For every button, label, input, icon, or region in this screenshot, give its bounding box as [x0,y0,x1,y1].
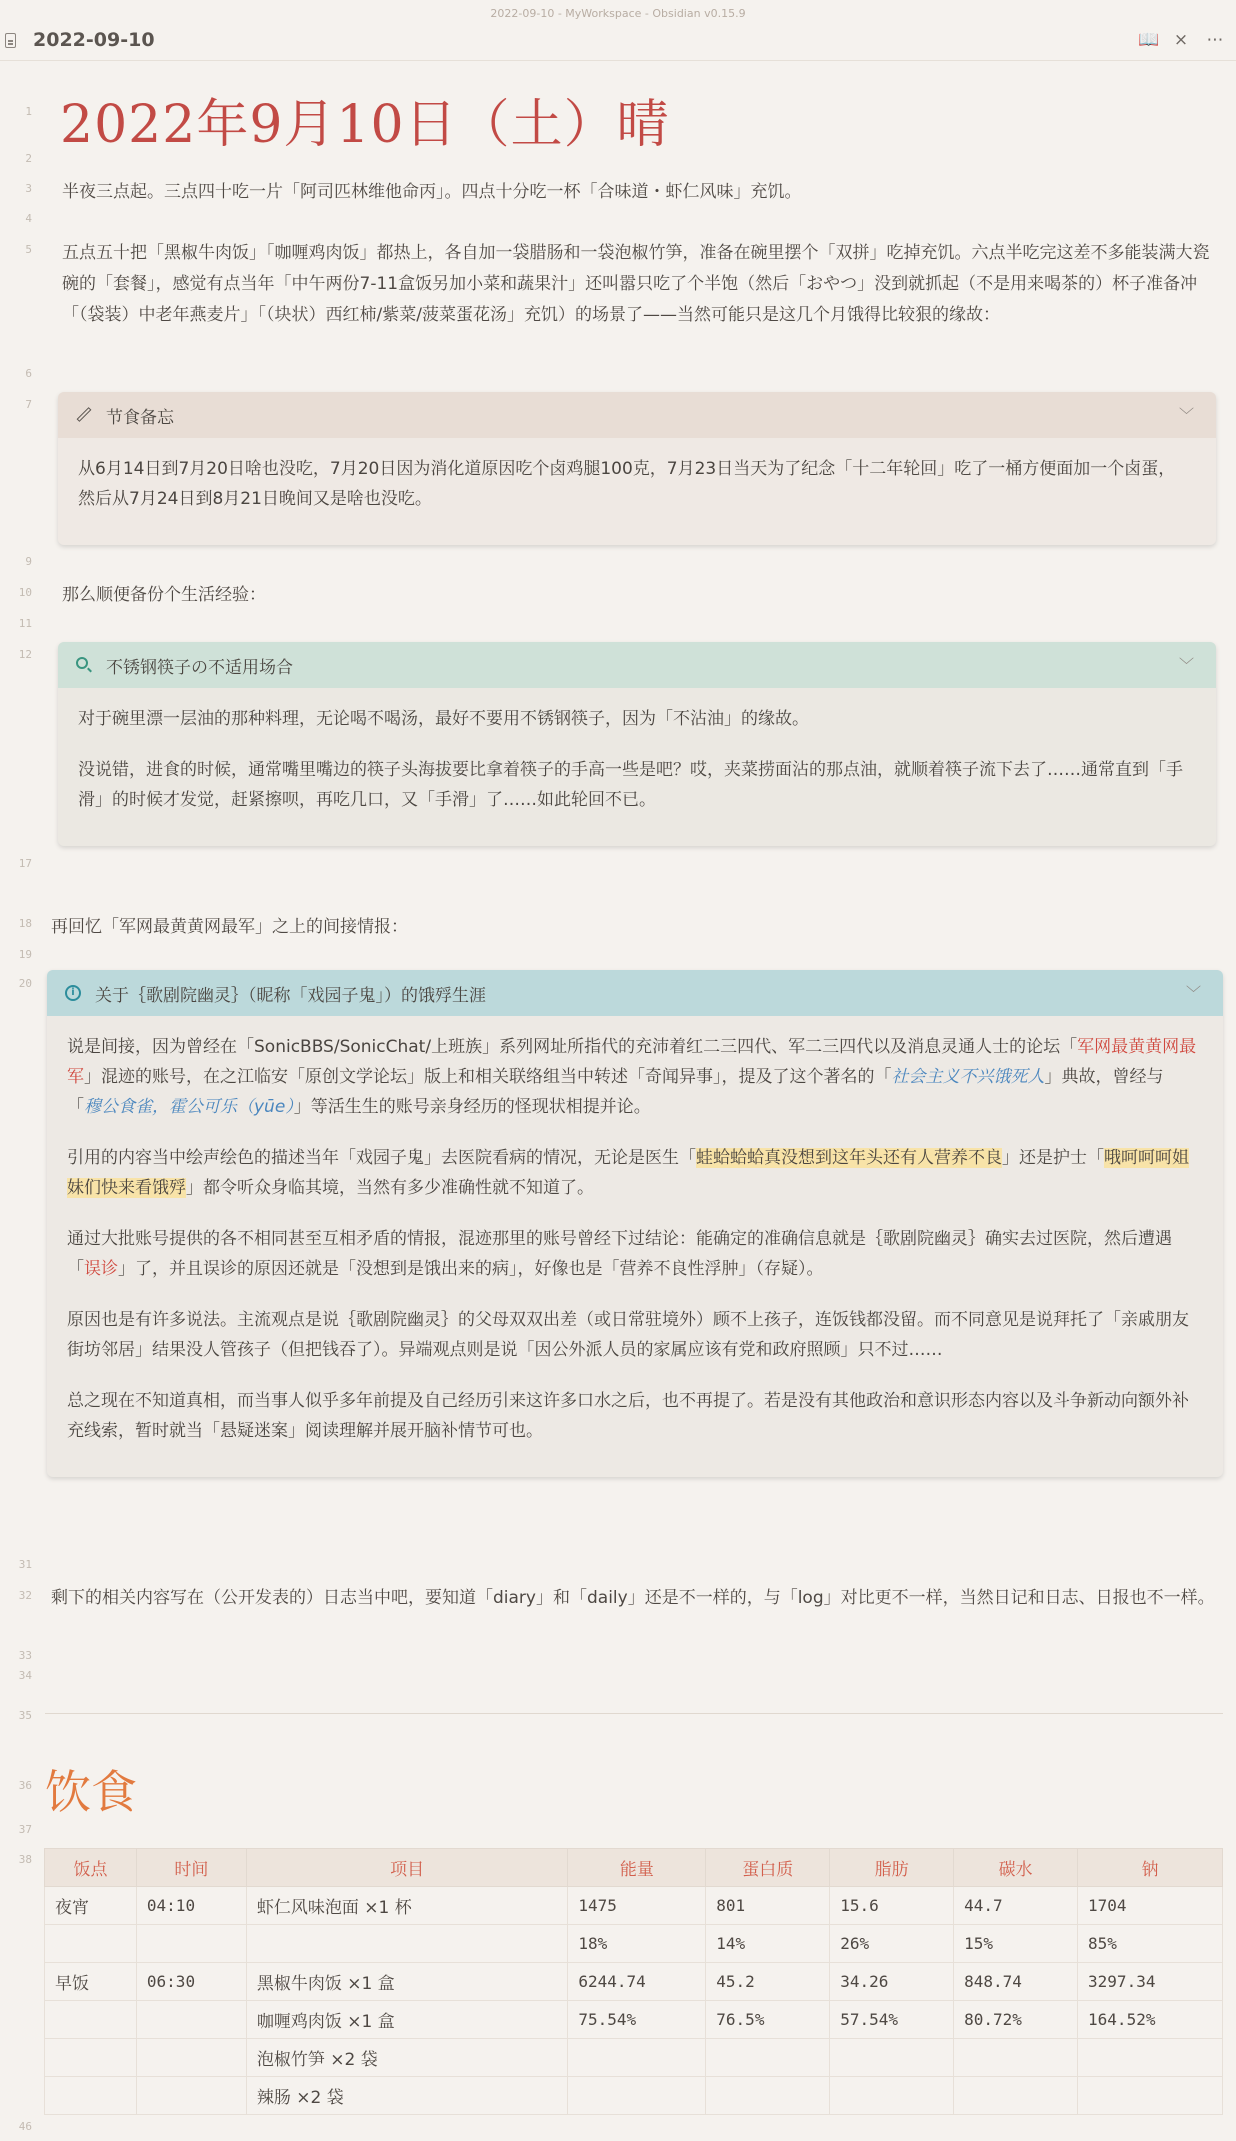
table-cell[interactable] [136,1925,246,1963]
text-run: 引用的内容当中绘声绘色的描述当年「戏园子鬼」去医院看病的情况，无论是医生「 [67,1148,696,1168]
text-run: 通过大批账号提供的各不相同甚至互相矛盾的情报，混迹那里的账号曾经下过结论：能确定的准确信息就是｛歌剧院幽灵｝确实去过医院，然后遭遇「 [67,1229,1172,1279]
table-cell[interactable]: 848.74 [954,1963,1078,2001]
table-cell[interactable]: 44.7 [954,1887,1078,1925]
table-cell[interactable]: 虾仁风味泡面 ×1 杯 [246,1887,568,1925]
close-icon[interactable]: × [1173,30,1189,50]
line-number: 31 [18,1558,32,1571]
document-icon [5,33,16,48]
column-header[interactable]: 碳水 [954,1849,1078,1887]
column-header[interactable]: 项目 [246,1849,568,1887]
line-number: 33 [18,1649,32,1662]
table-cell[interactable] [136,2001,246,2039]
table-row [45,2039,1223,2077]
table-cell[interactable] [45,2001,137,2039]
column-header[interactable]: 能量 [568,1849,706,1887]
table-row [45,2001,1223,2039]
paragraph-line-10: 那么顺便备份个生活经验： [62,585,266,605]
text-run: 」等活生生的账号亲身经历的怪现状相提并论。 [293,1097,651,1117]
table-cell[interactable]: 18% [568,1925,706,1963]
chevron-down-icon[interactable]: ﹀ [1178,406,1194,424]
table-cell[interactable]: 泡椒竹笋 ×2 袋 [246,2039,568,2077]
column-header[interactable]: 钠 [1078,1849,1223,1887]
table-cell[interactable]: 80.72% [954,2001,1078,2039]
table-cell[interactable]: 夜宵 [45,1887,137,1925]
callout-paragraph-1 [67,1032,1197,1122]
table-cell[interactable] [45,2039,137,2077]
page-heading: 2022年9月10日（土）晴 [60,95,670,155]
table-cell[interactable]: 45.2 [706,1963,830,2001]
table-cell[interactable] [830,2077,954,2115]
table-cell[interactable] [568,2039,706,2077]
table-cell[interactable] [1078,2039,1223,2077]
text-run: 」典故，曾经与「 [67,1067,1164,1117]
callout-header[interactable] [58,642,1216,688]
table-cell[interactable] [954,2077,1078,2115]
search-icon [76,657,88,669]
line-number: 11 [18,617,32,630]
text-run: 」了，并且误诊的原因还就是「没想到是饿出来的病」，好像也是「营养不良性浮肿」（存疑）。 [118,1259,824,1279]
table-cell[interactable]: 6244.74 [568,1963,706,2001]
book-icon[interactable]: 📖 [1138,30,1160,50]
tab-header [0,24,1236,61]
column-header[interactable]: 脂肪 [830,1849,954,1887]
table-cell[interactable]: 黑椒牛肉饭 ×1 盒 [246,1963,568,2001]
line-number: 37 [18,1823,32,1836]
text-run: 」还是护士「 [1002,1148,1104,1168]
table-cell[interactable]: 1475 [568,1887,706,1925]
table-cell[interactable]: 14% [706,1925,830,1963]
table-cell[interactable]: 早饭 [45,1963,137,2001]
paragraph-line-32: 剩下的相关内容写在（公开发表的）日志当中吧，要知道「diary」和「daily」还是不一样的，与「log」对比更不一样，当然日记和日志、日报也不一样。 [51,1588,1215,1608]
chevron-down-icon[interactable]: ﹀ [1185,984,1201,1002]
table-cell[interactable]: 1704 [1078,1887,1223,1925]
table-cell[interactable] [706,2039,830,2077]
callout-body [58,688,1216,846]
table-cell[interactable]: 15.6 [830,1887,954,1925]
column-header[interactable]: 时间 [136,1849,246,1887]
window-title: 2022-09-10 - MyWorkspace - Obsidian v0.15.9 [490,7,746,20]
section-heading: 饮食 [45,1765,137,1819]
callout-text: 从6月14日到7月20日啥也没吃，7月20日因为消化道原因吃个卤鸡腿100克，7月23日当天为了纪念「十二年轮回」吃了一桶方便面加一个卤蛋，然后从7月24日到8月21日晚间又是啥也没吃。 [78,459,1176,509]
callout-title: 不锈钢筷子の不适用场合 [106,658,293,678]
callout-title: 关于｛歌剧院幽灵｝（昵称「戏园子鬼」）的饿殍生涯 [95,986,486,1006]
table-row [45,2077,1223,2115]
line-number: 19 [18,948,32,961]
italic-link-text: 穆公食雀，霍公可乐（yūe） [84,1097,294,1117]
table-cell[interactable] [136,2077,246,2115]
callout-paragraph-3 [67,1224,1197,1284]
highlighted-text: 哦呵呵呵姐妹们快来看饿殍 [67,1148,1189,1198]
line-number: 35 [18,1709,32,1722]
line-number: 46 [18,2120,32,2133]
table-cell[interactable] [45,1925,137,1963]
table-cell[interactable]: 04:10 [136,1887,246,1925]
callout-paragraph-5: 总之现在不知道真相，而当事人似乎多年前提及自己经历引来这许多口水之后，也不再提了。若是没有其他政治和意识形态内容以及斗争新动向额外补充线索，暂时就当「悬疑迷案」阅读理解并展开脑补情节可也。 [67,1391,1189,1441]
line-number: 9 [25,555,32,568]
line-number: 1 [25,105,32,118]
table-cell[interactable]: 3297.34 [1078,1963,1223,2001]
table-cell[interactable] [1078,2077,1223,2115]
line-number: 18 [18,917,32,930]
pencil-icon [76,407,92,423]
table-row [45,1925,1223,1963]
callout-title: 节食备忘 [106,408,174,428]
table-cell[interactable] [568,2077,706,2115]
callout-text: 没说错，进食的时候，通常嘴里嘴边的筷子头海拔要比拿着筷子的手高一些是吧？哎，夹菜捞面沾的那点油，就顺着筷子流下去了……通常直到「手滑」的时候才发觉，赶紧擦呗，再吃几口，又「手滑」了……如此轮回不已。 [78,760,1183,810]
horizontal-rule [45,1713,1223,1714]
callout-body [47,1016,1223,1477]
line-number: 38 [18,1853,32,1866]
tab-title[interactable]: 2022-09-10 [33,29,155,51]
paragraph-line-18: 再回忆「军网最黄黄网最军」之上的间接情报： [51,917,408,937]
table-cell[interactable] [954,2039,1078,2077]
red-text: 军网最黄黄网最军 [67,1037,1197,1087]
line-number: 5 [25,243,32,256]
table-cell[interactable] [830,2039,954,2077]
table-cell[interactable]: 75.54% [568,2001,706,2039]
line-number: 4 [25,212,32,225]
table-cell[interactable] [246,1925,568,1963]
table-cell[interactable]: 06:30 [136,1963,246,2001]
paragraph-line-5: 五点五十把「黑椒牛肉饭」「咖喱鸡肉饭」都热上，各自加一袋腊肠和一袋泡椒竹笋，准备在碗里摆个「双拼」吃掉充饥。六点半吃完这差不多能装满大瓷碗的「套餐」，感觉有点当年「中午两份7-11盒饭另加小菜和蔬果汁」还叫嚣只吃了个半饱（然后「おやつ」没到就抓起（不是用来喝茶的）杯子准备冲「（袋装）中老年燕麦片」「（块状）西红柿/紫菜/菠菜蛋花汤」充饥）的场景了——当然可能只是这几个月饿得比较狠的缘故： [62,243,1210,325]
callout-header[interactable] [47,970,1223,1016]
table-cell[interactable]: 15% [954,1925,1078,1963]
text-run: 」都令听众身临其境，当然有多少准确性就不知道了。 [186,1178,594,1198]
line-number: 10 [18,586,32,599]
table-cell[interactable] [706,2077,830,2115]
table-cell[interactable] [45,2077,137,2115]
line-number: 2 [25,152,32,165]
column-header[interactable]: 饭点 [45,1849,137,1887]
paragraph-line-3: 半夜三点起。三点四十吃一片「阿司匹林维他命丙」。四点十分吃一杯「合味道・虾仁风味」充饥。 [62,182,802,202]
table-cell[interactable]: 辣肠 ×2 袋 [246,2077,568,2115]
callout-text: 对于碗里漂一层油的那种料理，无论喝不喝汤，最好不要用不锈钢筷子，因为「不沾油」的缘故。 [78,709,809,729]
callout-header[interactable] [58,392,1216,438]
table-cell[interactable] [136,2039,246,2077]
table-row [45,1963,1223,2001]
editor-pane[interactable] [0,60,1236,2141]
line-number: 32 [18,1589,32,1602]
line-number: 36 [18,1779,32,1792]
table-cell[interactable]: 85% [1078,1925,1223,1963]
callout-opera-ghost [47,970,1223,1477]
text-run: 说是间接，因为曾经在「SonicBBS/SonicChat/上班族」系列网址所指代的充沛着红二三四代、军二三四代以及消息灵通人士的论坛「 [67,1037,1078,1057]
table-cell[interactable]: 801 [706,1887,830,1925]
table-header-row [45,1849,1223,1887]
info-icon: i [65,985,81,1001]
table-cell[interactable]: 164.52% [1078,2001,1223,2039]
line-number: 20 [18,977,32,990]
nutrition-table [44,1848,1223,2115]
chevron-down-icon[interactable]: ﹀ [1178,656,1194,674]
callout-paragraph-2 [67,1143,1197,1203]
callout-diet-memo [58,392,1216,545]
line-number: 17 [18,857,32,870]
line-number: 3 [25,182,32,195]
column-header[interactable]: 蛋白质 [706,1849,830,1887]
text-run: 」混迹的账号，在之江临安「原创文学论坛」版上和相关联络组当中转述「奇闻异事」，提及了这个著名的「 [84,1067,892,1087]
red-text: 误诊 [84,1259,118,1279]
tab-actions [1138,30,1224,50]
table-cell[interactable]: 咖喱鸡肉饭 ×1 盒 [246,2001,568,2039]
line-number: 6 [25,367,32,380]
line-number: 12 [18,648,32,661]
table-cell[interactable]: 57.54% [830,2001,954,2039]
table-cell[interactable]: 34.26 [830,1963,954,2001]
callout-body [58,438,1216,545]
table-cell[interactable]: 26% [830,1925,954,1963]
highlighted-text: 蛙蛤蛤蛤真没想到这年头还有人营养不良 [696,1148,1002,1168]
more-options-icon[interactable]: ⋯ [1206,30,1224,50]
italic-link-text: 社会主义不兴饿死人 [891,1067,1045,1087]
table-cell[interactable]: 76.5% [706,2001,830,2039]
callout-paragraph-4: 原因也是有许多说法。主流观点是说｛歌剧院幽灵｝的父母双双出差（或日常驻境外）顾不上孩子，连饭钱都没留。而不同意见是说拜托了「亲戚朋友街坊邻居」结果没人管孩子（但把钱吞了）。异端观点则是说「因公外派人员的家属应该有党和政府照顾」只不过…… [67,1310,1189,1360]
line-number: 7 [25,398,32,411]
line-number: 34 [18,1669,32,1682]
table-row [45,1887,1223,1925]
callout-chopsticks [58,642,1216,846]
